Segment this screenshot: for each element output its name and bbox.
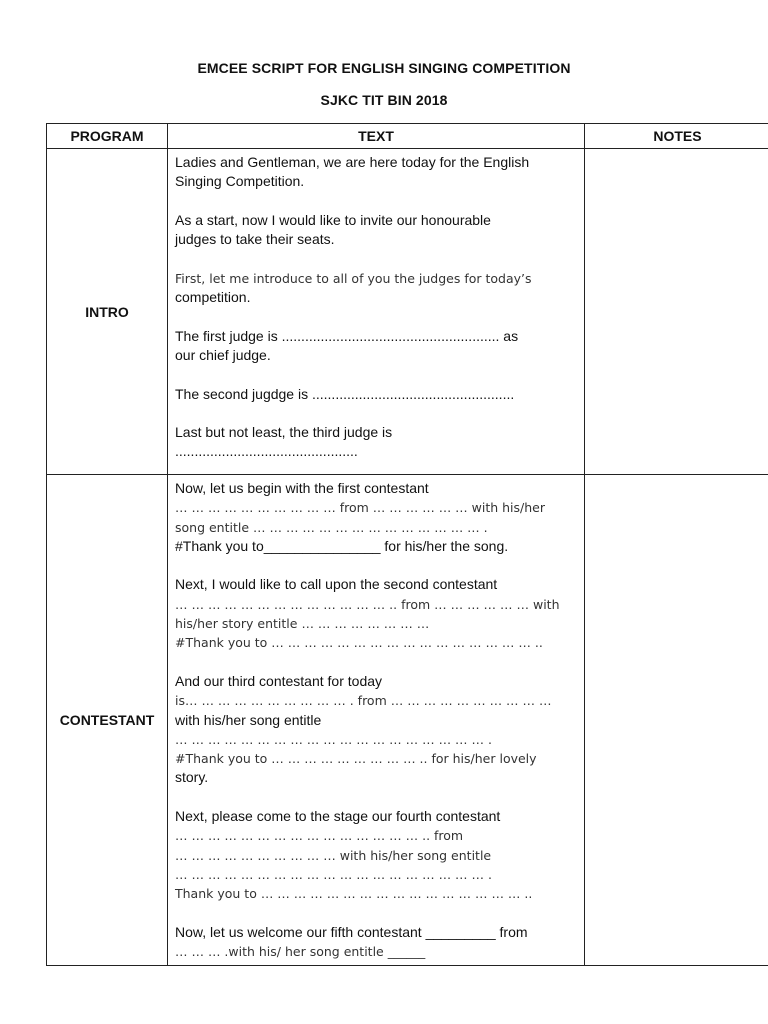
text-cell-intro: [168, 149, 585, 475]
script-line: #Thank you to … … … … … … … … … .. for his/her lovely: [175, 751, 537, 767]
script-line: our chief judge.: [175, 346, 271, 363]
script-line: … … … … … … … … … … … … … .. from … … … … … … with: [175, 596, 560, 612]
table-row-contestant: [47, 475, 768, 966]
script-line: ...............................................: [175, 443, 358, 460]
script-line: … … … … … … … … … … … … … … … … … … … .: [175, 731, 492, 747]
script-line: Singing Competition.: [175, 173, 305, 190]
header-notes: NOTES: [585, 124, 768, 149]
script-line: As a start, now I would like to invite our honourable: [175, 211, 491, 228]
notes-cell-intro: [585, 149, 768, 475]
script-line: … … … … … … … … … … … … … … … … … … … .: [175, 866, 492, 882]
header-row: [47, 124, 768, 149]
script-line: Now, let us begin with the first contestant: [175, 480, 429, 496]
script-line: #Thank you to … … … … … … … … … … … … … … … … ..: [175, 635, 543, 651]
script-line: judges to take their seats.: [175, 231, 335, 248]
script-line: is… … … … … … … … … … . from … … … … … … … … … …: [175, 693, 552, 709]
script-line: … … … .with his/ her song entitle ______: [175, 944, 426, 960]
script-line: The second jugdge is ....................................................: [175, 385, 515, 402]
text-cell-contestant: [168, 475, 585, 966]
table-row-intro: [47, 149, 768, 475]
script-line: with his/her song entitle: [175, 711, 322, 728]
notes-cell-contestant: [585, 475, 768, 966]
script-line: Next, please come to the stage our fourth contestant: [175, 808, 501, 825]
script-line: his/her story entitle … … … … … … … …: [175, 616, 430, 632]
document-title: EMCEE SCRIPT FOR ENGLISH SINGING COMPETITION: [197, 60, 571, 76]
document-subtitle: SJKC TIT BIN 2018: [320, 92, 448, 108]
script-line: Next, I would like to call upon the second contestant: [175, 576, 498, 593]
script-line: And our third contestant for today: [175, 672, 383, 689]
script-line: song entitle … … … … … … … … … … … … … … .: [175, 519, 488, 535]
script-line: #Thank you to_______________ for his/her the song.: [175, 537, 509, 554]
header-program: PROGRAM: [47, 124, 168, 149]
script-line: … … … … … … … … … … with his/her song entitle: [175, 847, 492, 863]
script-line: competition.: [175, 289, 251, 306]
script-line: Now, let us welcome our fifth contestant _________ from: [175, 923, 528, 940]
script-line: Ladies and Gentleman, we are here today for the English: [175, 154, 530, 170]
script-line: … … … … … … … … … … … … … … … .. from: [175, 828, 464, 844]
program-cell-contestant: CONTESTANT: [47, 475, 168, 966]
script-line: Thank you to … … … … … … … … … … … … … … … … ..: [175, 886, 533, 902]
script-line: story.: [175, 769, 209, 786]
script-line: … … … … … … … … … … from … … … … … … with his/her: [175, 500, 546, 516]
script-table: [46, 123, 768, 966]
header-text: TEXT: [168, 124, 585, 149]
script-line: Last but not least, the third judge is: [175, 424, 393, 441]
script-line: First, let me introduce to all of you the judges for today’s: [175, 270, 532, 286]
program-cell-intro: INTRO: [47, 149, 168, 475]
script-line: The first judge is ........................................................ as: [175, 327, 519, 344]
